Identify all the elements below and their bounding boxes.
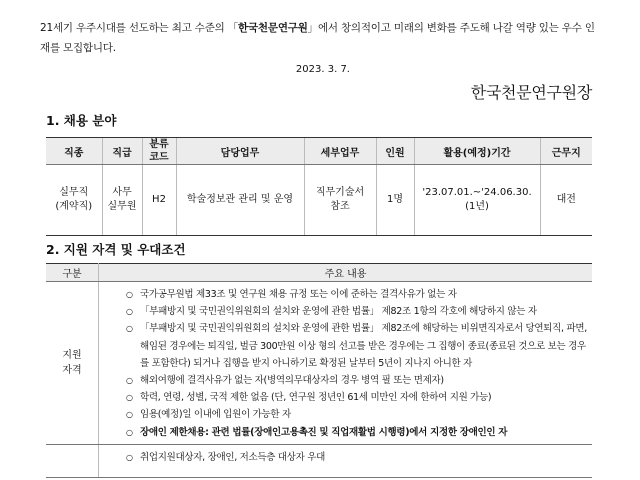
- issuer-title: 한국천문연구원장: [470, 83, 592, 102]
- list-item: ○ 학력, 연령, 성별, 국적 제한 없음 (단, 연구원 정년인 61세 미만인 자에 한하여 지원 가능): [140, 389, 591, 406]
- cell-job-type: 실무직 (계약직): [46, 165, 102, 236]
- col-header-location: 근무지: [540, 138, 592, 165]
- row-label-qualification: 지원 자격: [46, 282, 99, 445]
- intro-text-1: 21세기 우주시대를 선도하는 최고 수준의 「: [40, 22, 239, 34]
- table-header-row: [46, 264, 592, 282]
- list-item: ○ 「부패방지 및 국민권익위원회의 설치와 운영에 관한 법률」 제82조 1항의 각호에 해당하지 않는 자: [140, 303, 591, 320]
- list-item: ○ 장애인 제한채용: 관련 법률(장애인고용촉진 및 직업재활법 시행령)에서 지정한 장애인인 자: [140, 424, 591, 441]
- list-item: ○ 국가공무원법 제33조 및 연구원 채용 규정 또는 이에 준하는 결격사유가 없는 자: [140, 286, 591, 303]
- table-row: [46, 444, 592, 477]
- list-item: ○ 임용(예정)일 이내에 입원이 가능한 자: [140, 406, 591, 423]
- qualification-list: [100, 283, 591, 443]
- cell-headcount: 1명: [376, 165, 414, 236]
- qualification-items-cell: [99, 282, 593, 445]
- table-row: [46, 165, 592, 236]
- col-header-duty: 담당업무: [176, 138, 304, 165]
- col-header-category: 구분: [46, 264, 99, 282]
- preference-items-cell: [99, 444, 593, 477]
- recruitment-field-table: [46, 137, 592, 236]
- qualification-table: [46, 263, 592, 478]
- cell-location: 대전: [540, 165, 592, 236]
- preference-list: [100, 446, 591, 468]
- list-item: ○ 해외여행에 결격사유가 없는 자(병역의무대상자의 경우 병역 필 또는 면제자): [140, 372, 591, 389]
- intro-org-name: 한국천문연구원: [238, 22, 308, 34]
- intro-text-2: 」에서 창의적이고 미래의 변화를 주도해 나갈 역량 있는 우수 인재를 모집합니다.: [40, 22, 595, 54]
- section-1-title: 1. 채용 분야: [46, 113, 117, 128]
- cell-grade: 사무 실무원: [102, 165, 142, 236]
- cell-class-code: H2: [142, 165, 176, 236]
- cell-period: '23.07.01.~'24.06.30. (1년): [414, 165, 540, 236]
- list-item: ○ 「부패방지 및 국민권익위원회의 설치와 운영에 관한 법률」 제82조에 해당하는 비위면직자로서 당연퇴직, 파면, 해임된 경우에는 퇴직일, 벌금 300만원 이상 형의 선고를 받은 경우에는 그 집행이 종료(종료된 것으로 보는 경우를 포함한다) 되거나 집행을 받지 아니하기로 확정된 날부터 5년이 지나지 아니한 자: [140, 320, 591, 372]
- section-2-title: 2. 지원 자격 및 우대조건: [46, 242, 186, 257]
- list-item: ○ 취업지원대상자, 장애인, 저소득층 대상자 우대: [140, 449, 591, 466]
- col-header-headcount: 인원: [376, 138, 414, 165]
- col-header-period: 활용(예정)기간: [414, 138, 540, 165]
- announcement-date: 2023. 3. 7.: [295, 64, 350, 75]
- col-header-content: 주요 내용: [99, 264, 593, 282]
- row-label-empty: [46, 444, 99, 477]
- table-row: [46, 282, 592, 445]
- table-header-row: [46, 138, 592, 165]
- col-header-job-type: 직종: [46, 138, 102, 165]
- cell-duty: 학술정보관 관리 및 운영: [176, 165, 304, 236]
- cell-detail: 직무기술서 참조: [304, 165, 376, 236]
- col-header-class-code: 분류 코드: [142, 138, 176, 165]
- col-header-detail: 세부업무: [304, 138, 376, 165]
- intro-paragraph: [40, 18, 600, 58]
- col-header-grade: 직급: [102, 138, 142, 165]
